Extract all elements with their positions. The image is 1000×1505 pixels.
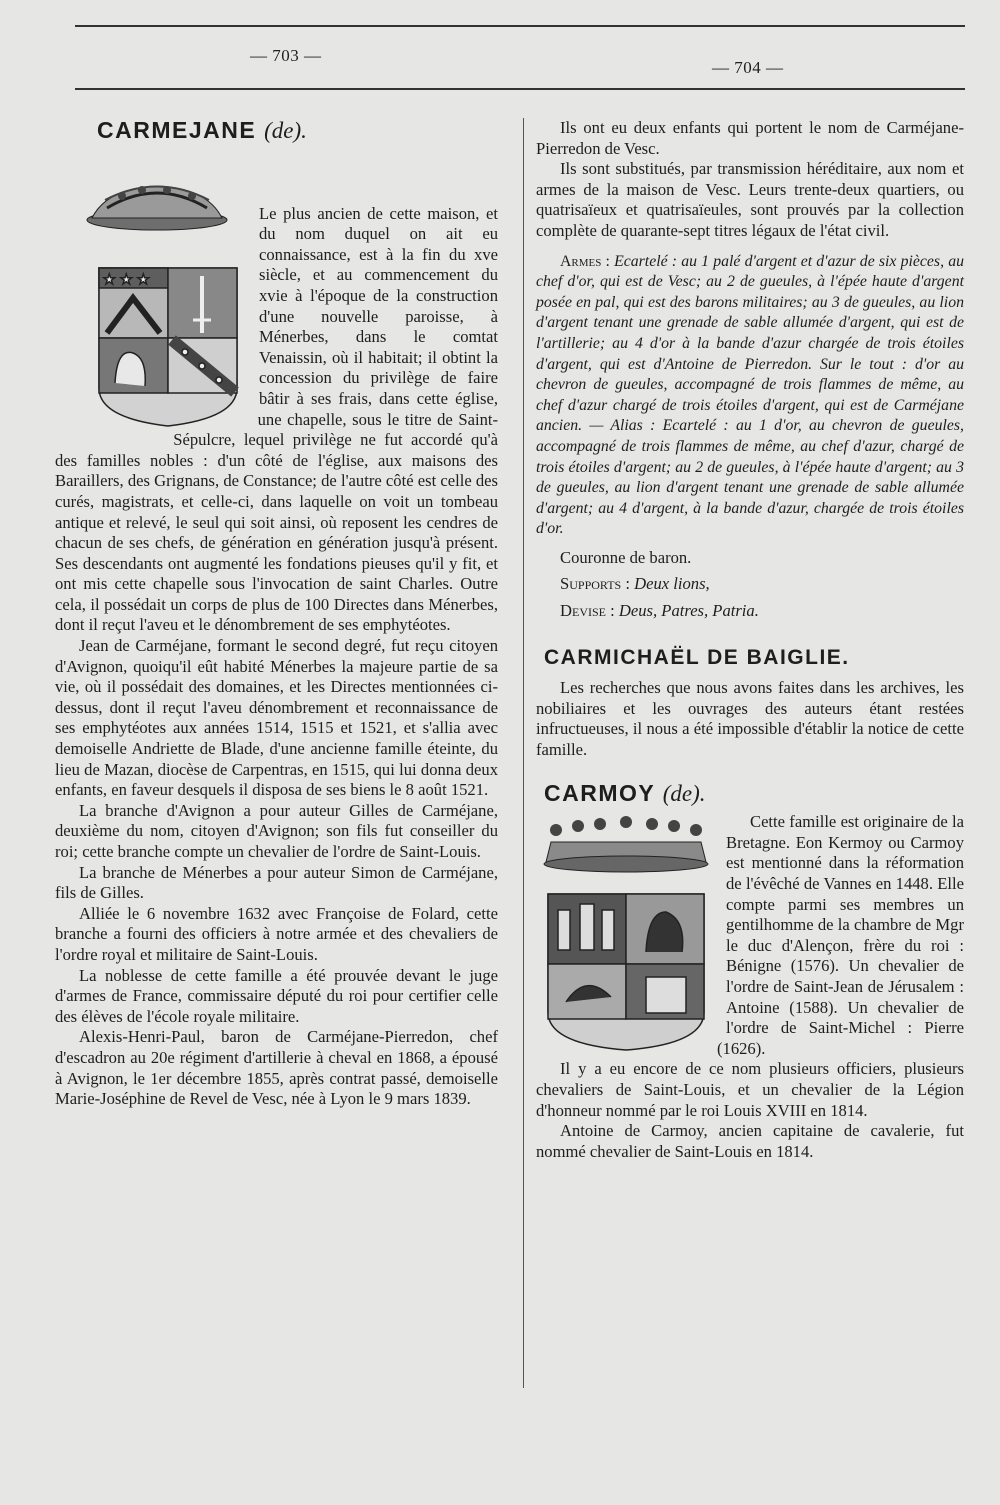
carmejane-paragraph-3: La branche d'Avignon a pour auteur Gilles de Carméjane, deuxième du nom, citoyen d'Avignon; son fils fut conseiller du roi; cette branche compte un chevalier de l'ordre de Saint-Louis. bbox=[55, 800, 498, 861]
carmejane-paragraph-7: Alexis-Henri-Paul, baron de Carméjane-Pierredon, chef d'escadron au 20e régiment d'artillerie à cheval en 1868, a épousé à Avignon, le 1er décembre 1855, après contrat passé, demoiselle Marie-Joséphine de Revel de Vesc, née à Lyon le 9 mars 1839. bbox=[55, 1027, 498, 1109]
supports-label: Supports : bbox=[560, 574, 630, 594]
right-page-number: — 704 — bbox=[712, 58, 784, 77]
carmejane-paragraph-8: Ils ont eu deux enfants qui portent le nom de Carméjane-Pierredon de Vesc. bbox=[536, 118, 964, 158]
left-page-number: — 703 — bbox=[250, 46, 322, 65]
carmejane-paragraph-5: Alliée le 6 novembre 1632 avec Françoise de Folard, cette branche a fourni des officiers à notre armée et des chevaliers de l'ordre royal et militaire de Saint-Louis. bbox=[55, 903, 498, 964]
carmejane-coat-of-arms bbox=[47, 148, 247, 428]
devise-text: Deus, Patres, Patria. bbox=[618, 601, 759, 621]
column-divider bbox=[523, 118, 524, 1388]
top-rule bbox=[75, 25, 965, 27]
carmichael-text: Les recherches que nous avons faites dans les archives, les nobiliaires et les ouvrages des auteurs étant restées infructueuses, il nous a été impossible d'établir la notice de cette famille. bbox=[536, 678, 964, 760]
crown-icon bbox=[87, 186, 227, 230]
shield-icon bbox=[99, 268, 237, 426]
marquis-crown-shield-icon bbox=[536, 812, 714, 1052]
carmoy-paragraph-1: Cette famille est originaire de la Bretagne. Eon Kermoy ou Carmoy est mentionné dans la réformation de l'évêché de Vannes en 1448. Elle compte parmi ses membres un gentilhomme de la chambre de Mgr le duc d'Alençon, frère du roi : Bénigne (1576). Un chevalier de l'ordre de Saint-Jean de Jérusalem : Antoine (1588). Un chevalier de l'ordre de Saint-Michel : Pierre (1626). bbox=[717, 812, 964, 1058]
supports-text: Deux lions, bbox=[634, 574, 710, 594]
carmichael-title: CARMICHAËL DE BAIGLIE. bbox=[544, 645, 850, 669]
header-rule bbox=[75, 88, 965, 90]
left-column bbox=[55, 118, 498, 1110]
carmoy-heading bbox=[544, 779, 964, 806]
carmejane-supports bbox=[536, 574, 964, 595]
right-column bbox=[536, 118, 964, 1162]
carmejane-paragraph-9: Ils sont substitués, par transmission héréditaire, aux nom et armes de la maison de Vesc. Leurs trente-deux quartiers, ou quatrisaïeux et quatrisaïeules, sont prouvés par la collection complète de quarante-sept titres légaux de l'état civil. bbox=[536, 159, 964, 240]
crown-icon bbox=[544, 816, 708, 872]
carmoy-title: CARMOY bbox=[544, 779, 655, 806]
baron-crown-shield-icon bbox=[47, 148, 247, 428]
carmoy-coat-of-arms bbox=[536, 812, 714, 1052]
carmejane-couronne: Couronne de baron. bbox=[560, 547, 692, 567]
carmejane-paragraph-4: La branche de Ménerbes a pour auteur Simon de Carméjane, fils de Gilles. bbox=[55, 862, 498, 903]
carmejane-title: CARMEJANE bbox=[97, 117, 257, 143]
carmejane-particle: (de). bbox=[264, 118, 307, 143]
carmejane-paragraph-2: Jean de Carméjane, formant le second degré, fut reçu citoyen d'Avignon, quoiqu'il eût habité Ménerbes la majeure partie de sa vie, où il possédait des domaines, et les Directes mentionnées ci-dessus, dont il reçut l'aveu dénombrement et reconnaissance de ses emphytéotes aux années 1514, 1515 et 1521, et s'allia avec demoiselle Andriette de Blade, d'une ancienne famille éteinte, du lieu de Mazan, diocèse de Carpentras, en 1515, qui lui donna deux enfants, en faveur desquels il disposa de ses biens le 8 août 1521. bbox=[55, 636, 498, 800]
carmejane-paragraph-1: Le plus ancien de cette maison, et du nom duquel on ait eu connaissance, est à la fin du xve siècle, et au commencement du xvie à l'époque de la construction d'une nouvelle paroisse, à Ménerbes, dans le comtat Venaissin, où il habitait; il obtint la concession du privilège de faire bâtir à ses frais, dans cette église, une chapelle, sous le titre de Saint-Sépulcre, lequel privilège ne fut accordé qu'à des familles nobles : d'un côté de l'église, aux maisons des Baraillers, des Grignans, de Constance; de l'autre côté est celle des curés, magistrats, et celle-ci, dans laquelle on voit un tombeau antique et relevé, le seul qui soit ainsi, où reposent les cendres de chacun de ses chefs, de génération en génération jusqu'à présent. Ses descendants ont augmenté les fondations pieuses qu'il y fit, et ont mis cette chapelle sous l'invocation de saint Charles. Outre cela, il possédait un corps de plus de 100 Directes dans Ménerbes, dont il reçut l'aveu et le dénombrement de ses emphytéotes. bbox=[55, 203, 498, 635]
carmoy-paragraph-2: Il y a eu encore de ce nom plusieurs officiers, plusieurs chevaliers de Saint-Louis, et un chevalier de la Légion d'honneur nommé par le roi Louis XVIII en 1814. bbox=[536, 1059, 964, 1120]
carmoy-paragraph-3: Antoine de Carmoy, ancien capitaine de cavalerie, fut nommé chevalier de Saint-Louis en 1814. bbox=[536, 1121, 964, 1161]
carmoy-particle: (de). bbox=[662, 780, 706, 806]
carmejane-armes bbox=[536, 252, 964, 540]
carmejane-paragraph-6: La noblesse de cette famille a été prouvée devant le juge d'armes de France, commissaire député du roi pour certifier celle des élèves de l'école royale militaire. bbox=[55, 965, 498, 1026]
armes-text: Ecartelé : au 1 palé d'argent et d'azur de six pièces, au chef d'or, qui est de Vesc; au 2 de gueules, à l'épée haute d'argent posée en pal, qui est des barons militaires; au 3 de gueules, au lion d'argent tenant une grenade de sable allumée d'argent, qui est de l'artillerie; au 4 d'or à la bande d'azur chargée de trois étoiles d'argent, qui est d'Antoine de Pierredon. Sur le tout : d'or au chevron de gueules, accompagné de trois flammes de même, au chef d'azur chargé de trois étoiles d'argent, qui est de Carméjane ancien. — Alias : Ecartelé : au 1 d'or, au chevron de gueules, accompagné de trois flammes de même, au chef d'azur, chargé de trois étoiles d'argent; au 2 de gueules, à l'épée haute d'argent; au 3 de gueules, au lion d'argent tenant une grenade de sable allumée d'argent; au 4 d'argent, à la bande d'azur, chargée de trois étoiles d'or. bbox=[536, 252, 964, 538]
shield-icon bbox=[548, 894, 704, 1050]
carmejane-devise bbox=[536, 601, 964, 622]
devise-label: Devise : bbox=[560, 601, 615, 621]
armes-label: Armes : bbox=[560, 252, 610, 270]
carmejane-heading bbox=[97, 117, 498, 143]
svg-text:★ ★ ★: ★ ★ ★ bbox=[103, 271, 150, 288]
